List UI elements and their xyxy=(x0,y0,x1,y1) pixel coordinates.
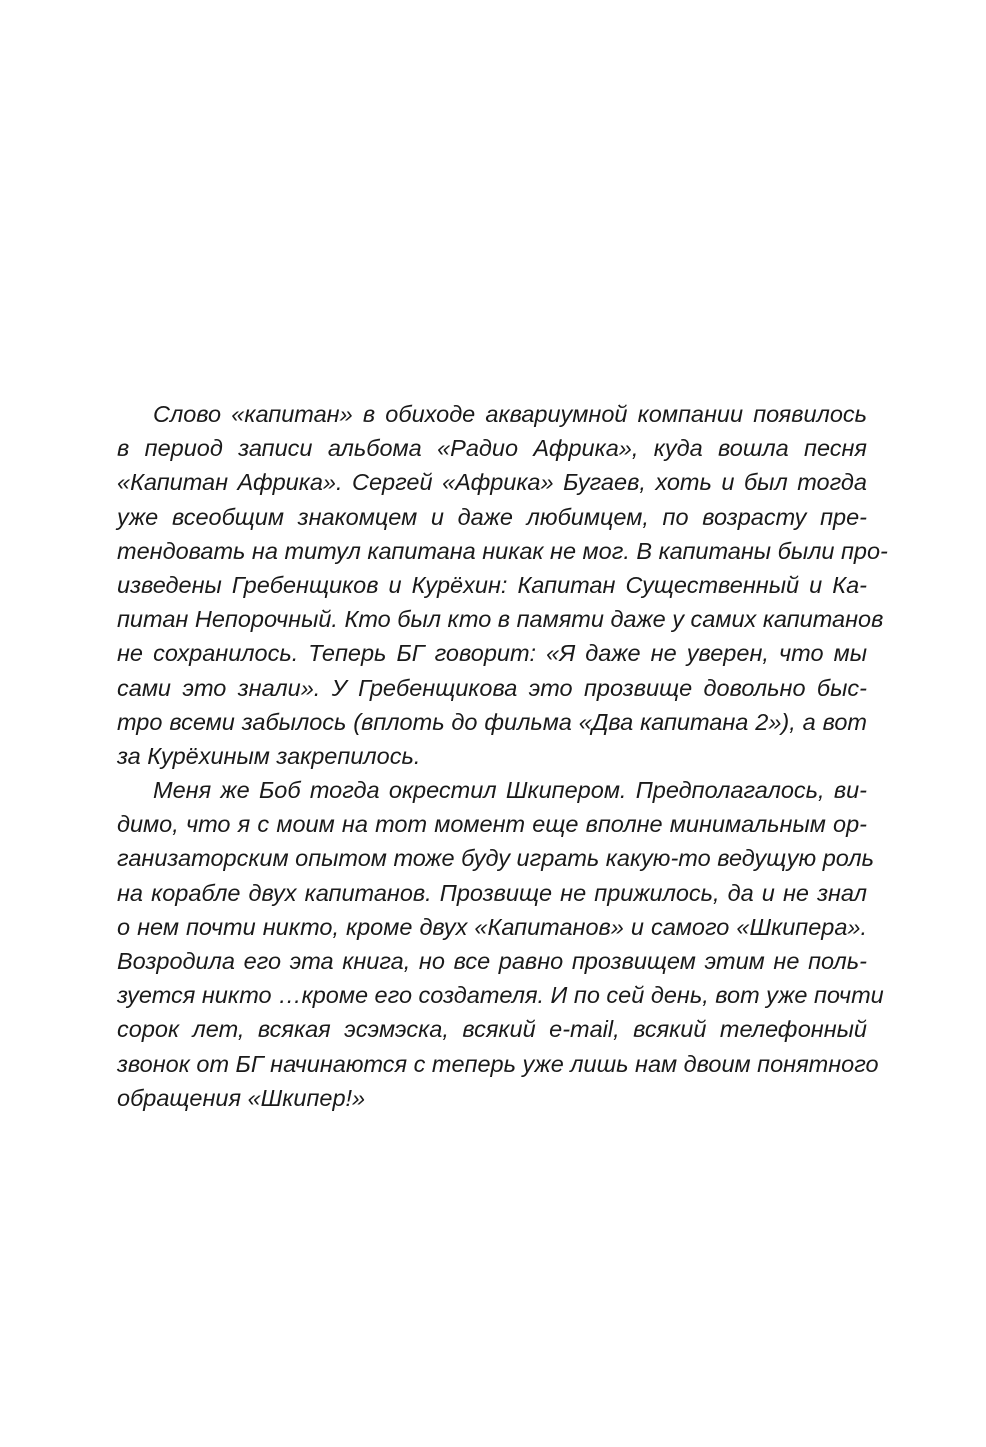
text-line: на корабле двух капитанов. Прозвище не прижилось, да и не знал xyxy=(117,879,867,906)
text-line: о нем почти никто, кроме двух «Капитанов» и самого «Шкипера». xyxy=(117,913,867,940)
text-line: зуется никто …кроме его создателя. И по сей день, вот уже почти xyxy=(117,982,884,1009)
text-line: Меня же Боб тогда окрестил Шкипером. Предполагалось, ви- xyxy=(153,777,867,804)
text-line: димо, что я с моим на тот момент еще вполне минимальным ор- xyxy=(117,811,867,838)
text-line: звонок от БГ начинаются с теперь уже лишь нам двоим понятного xyxy=(117,1050,879,1077)
text-line: не сохранилось. Теперь БГ говорит: «Я даже не уверен, что мы xyxy=(117,640,867,667)
text-line: тро всеми забылось (вплоть до фильма «Два капитана 2»), а вот xyxy=(117,708,867,735)
text-line: Возродила его эта книга, но все равно прозвищем этим не поль- xyxy=(117,948,867,974)
text-line: «Капитан Африка». Сергей «Африка» Бугаев, хоть и был тогда xyxy=(117,469,867,496)
text-line: тендовать на титул капитана никак не мог. В капитаны были про- xyxy=(117,537,888,564)
text-line: за Курёхиным закрепилось. xyxy=(117,742,421,769)
text-line: сами это знали». У Гребенщикова это прозвище довольно быс- xyxy=(117,674,867,701)
text-line: ганизаторским опытом тоже буду играть какую-то ведущую роль xyxy=(117,845,874,872)
paragraph-2 xyxy=(117,773,884,1115)
text-line: сорок лет, всякая эсэмэска, всякий e-mail, всякий телефонный xyxy=(117,1016,867,1043)
paragraph-1 xyxy=(117,397,888,773)
text-line: Слово «капитан» в обиходе аквариумной компании появилось xyxy=(153,401,867,427)
text-line: уже всеобщим знакомцем и даже любимцем, по возрасту пре- xyxy=(117,503,867,530)
text-line: обращения «Шкипер!» xyxy=(117,1084,366,1111)
text-line: в период записи альбома «Радио Африка», куда вошла песня xyxy=(117,435,867,462)
text-line: питан Непорочный. Кто был кто в памяти даже у самих капитанов xyxy=(117,606,884,633)
text-line: изведены Гребенщиков и Курёхин: Капитан Существенный и Ка- xyxy=(117,571,867,598)
body-text xyxy=(117,397,888,1115)
